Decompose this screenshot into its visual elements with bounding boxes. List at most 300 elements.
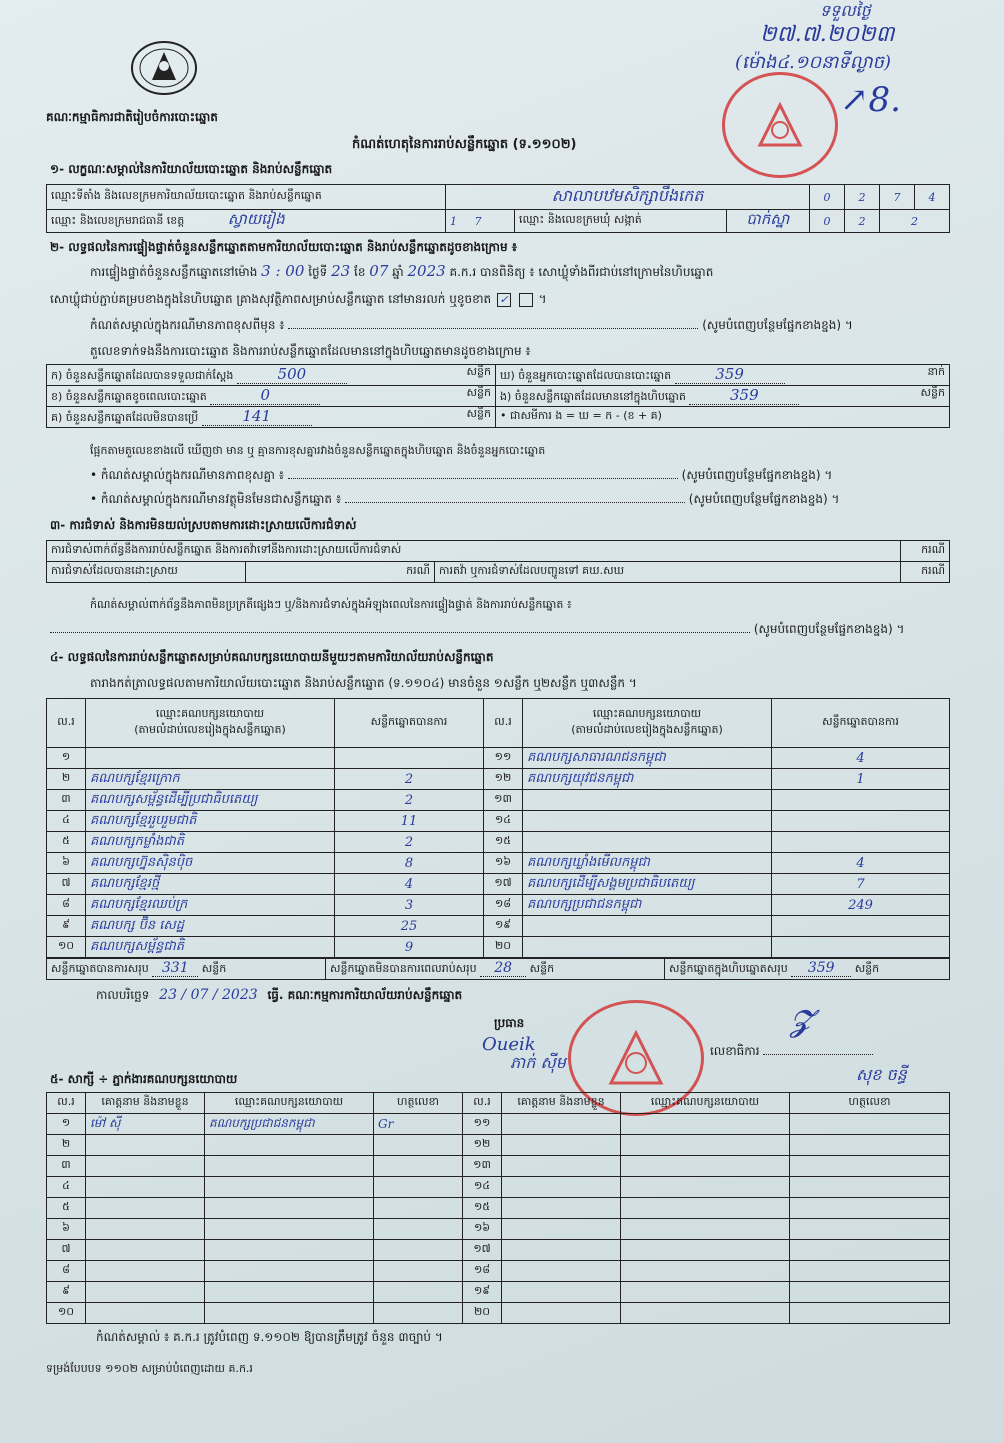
total-valid-value: 331 <box>152 960 198 977</box>
results-party-right <box>523 832 772 853</box>
witness-party-left <box>205 1240 374 1261</box>
made-by-label: ធ្វើ. គណៈកម្មការការិយាល័យរាប់សន្លឹកឆ្នោត <box>267 988 463 1002</box>
witness-no-right: ១៩ <box>463 1282 502 1303</box>
witness-sign-right[interactable] <box>790 1177 950 1198</box>
witness-no-left: ៧ <box>47 1240 86 1261</box>
results-row <box>47 811 950 832</box>
witness-col-name-right: គោត្តនាម និងនាមខ្លួន <box>502 1093 621 1114</box>
total-valid-cell <box>47 959 326 980</box>
witness-sign-left <box>374 1261 463 1282</box>
irregularities-hint-line <box>50 622 950 636</box>
location-code-4: 4 <box>915 185 950 210</box>
results-row <box>47 769 950 790</box>
results-votes-left: 3 <box>335 895 484 916</box>
irregularities-hint: (សូមបំពេញបន្ថែមផ្នែកខាងខ្នង) ។ <box>753 622 905 636</box>
witness-sign-right[interactable] <box>790 1261 950 1282</box>
witness-party-right[interactable] <box>621 1114 790 1135</box>
section3-title: ៣- ការជំទាស់ និងការមិនយល់ស្របតាមការដោះស្រាយលើការជំទាស់ <box>50 518 357 532</box>
results-party-left: គណបក្សហ្វ៊ុនស៊ិនប៉ិច <box>86 853 335 874</box>
location-value: សាលាបឋមសិក្សាបឹងកេត <box>446 185 810 210</box>
province-label <box>47 210 446 233</box>
count-a-value: 500 <box>237 365 347 384</box>
irregularities-note: កំណត់សម្គាល់ពាក់ព័ន្ធនឹងភាពមិនប្រក្រតីផ្សេងៗ ឬ/និងការជំទាស់ក្នុងអំឡុងពេលនៃការផ្ទៀងផ្ទាត់ និងការរាប់សន្លឹកឆ្នោត ៖ <box>90 598 572 611</box>
witness-party-right[interactable] <box>621 1219 790 1240</box>
witness-no-right: ១៤ <box>463 1177 502 1198</box>
total-invalid-value: 28 <box>480 960 526 977</box>
witness-col-sign-left: ហត្ថលេខា <box>374 1093 463 1114</box>
count-d-cell <box>496 365 950 386</box>
witness-sign-right[interactable] <box>790 1198 950 1219</box>
witness-sign-right[interactable] <box>790 1282 950 1303</box>
witness-name-left <box>86 1198 205 1219</box>
results-row <box>47 832 950 853</box>
results-row <box>47 895 950 916</box>
witness-no-right: ១៨ <box>463 1261 502 1282</box>
made-on-label: កាលបរិច្ឆេទ <box>96 988 150 1002</box>
count-e-label: ង) ចំនួនសន្លឹកឆ្នោតដែលមាននៅក្នុងហិបឆ្នោត <box>500 390 686 403</box>
results-row <box>47 748 950 769</box>
objections-forwarded-label: ការតវ៉ា ឬការជំទាស់ដែលបញ្ជូនទៅ គឃ.សឃ <box>435 562 901 583</box>
results-no-right: ២០ <box>484 937 523 958</box>
section4-intro: តារាងកត់ត្រាលទ្ធផលតាមការិយាល័យបោះឆ្នោត និងរាប់សន្លឹកឆ្នោត (ទ.១១០៤) មានចំនួន ១សន្លឹក ឬ២សន្លឹក ឬ៣សន្លឹក ។ <box>90 676 637 690</box>
bullet-foreign-hint: (សូមបំពេញបន្ថែមផ្នែកខាងខ្នង) ។ <box>688 492 840 506</box>
chair-signature-1: Oueik <box>482 1034 536 1055</box>
witness-row <box>47 1177 950 1198</box>
results-row <box>47 937 950 958</box>
witness-sign-left <box>374 1282 463 1303</box>
results-no-left: ៤ <box>47 811 86 832</box>
witness-row <box>47 1303 950 1324</box>
witness-sign-right[interactable] <box>790 1303 950 1324</box>
results-votes-left <box>335 748 484 769</box>
results-col-party-right <box>523 699 772 748</box>
witness-row <box>47 1156 950 1177</box>
results-party-right <box>523 811 772 832</box>
results-no-left: ៨ <box>47 895 86 916</box>
stamp-emblem-icon <box>601 1028 671 1088</box>
witness-name-left <box>86 1156 205 1177</box>
results-party-right <box>523 916 772 937</box>
results-votes-right <box>772 811 950 832</box>
total-box-label: សន្លឹកឆ្នោតក្នុងហិបឆ្នោតសរុប <box>669 962 788 975</box>
difference-note-line <box>90 318 950 332</box>
objections-row1-count: ករណី <box>900 541 949 562</box>
location-code-1: 0 <box>810 185 845 210</box>
section5-title: ៥- សាក្សី ÷ ភ្នាក់ងារគណបក្សនយោបាយ <box>50 1072 238 1086</box>
results-votes-left: 2 <box>335 790 484 811</box>
results-no-right: ១៥ <box>484 832 523 853</box>
witness-sign-right[interactable] <box>790 1135 950 1156</box>
total-box-value: 359 <box>791 960 851 977</box>
results-col-no-left: ល.រ <box>47 699 86 748</box>
witness-party-left <box>205 1282 374 1303</box>
witness-sign-left <box>374 1240 463 1261</box>
para2-text: សោឃ្លុំជាប់ភ្ជាប់គម្របខាងក្នុងនៃហិបឆ្នោត គ្រាងសុវត្ថិភាពសម្រាប់សន្លឹកឆ្នោត នៅមានរលក់ ឬខូចខាត <box>50 292 492 306</box>
results-row <box>47 916 950 937</box>
results-party-left: គណបក្ស ប៊ិន សេដ្ឋ <box>86 916 335 937</box>
witness-name-left <box>86 1261 205 1282</box>
results-votes-right <box>772 937 950 958</box>
witness-party-left <box>205 1303 374 1324</box>
section5-footnote: កំណត់សម្គាល់ ៖ គ.ក.រ ត្រូវបំពេញ ទ.១១០២ ឱ្យបានត្រឹមត្រូវ ចំនួន ៣ច្បាប់ ។ <box>96 1330 443 1344</box>
results-votes-right <box>772 790 950 811</box>
total-invalid-unit: សន្លឹក <box>529 962 555 975</box>
bullet-difference <box>90 468 950 482</box>
witness-no-left: ៥ <box>47 1198 86 1219</box>
witness-party-left <box>205 1177 374 1198</box>
count-e-value: 359 <box>689 386 799 405</box>
commune-label: ឈ្មោះ និងលេខក្រមឃុំ សង្កាត់ <box>515 210 727 233</box>
results-party-left: គណបក្សកម្លាំងជាតិ <box>86 832 335 853</box>
intact-checkbox[interactable]: ✓ <box>497 293 511 307</box>
results-votes-right: 249 <box>772 895 950 916</box>
location-label: ឈ្មោះទីតាំង និងលេខក្រមការិយាល័យបោះឆ្នោត និងរាប់សន្លឹកឆ្នោត <box>47 185 446 210</box>
results-party-right <box>523 937 772 958</box>
witness-party-right[interactable] <box>621 1177 790 1198</box>
results-no-right: ១៨ <box>484 895 523 916</box>
bullet-difference-hint: (សូមបំពេញបន្ថែមផ្នែកខាងខ្នង) ។ <box>681 468 833 482</box>
form-title: កំណត់ហេតុនៃការរាប់សន្លឹកឆ្នោត (ទ.១១០២) <box>352 137 577 152</box>
results-party-right: គណបក្សឃ្លាំងមើលកម្ពុជា <box>523 853 772 874</box>
witness-no-right: ១៧ <box>463 1240 502 1261</box>
damaged-checkbox[interactable] <box>519 293 533 307</box>
form-footer: ទម្រង់បែបបទ ១១០២ សម្រាប់បំពេញដោយ គ.ក.រ <box>46 1362 253 1375</box>
location-code-3: 7 <box>880 185 915 210</box>
witness-party-left <box>205 1198 374 1219</box>
witness-name-right[interactable] <box>502 1219 621 1240</box>
province-code-2: 7 <box>474 214 482 228</box>
results-votes-left: 4 <box>335 874 484 895</box>
witness-col-no-right: ល.រ <box>463 1093 502 1114</box>
receipt-note-2: ២៧.៧.២០២៣ <box>760 22 895 47</box>
section1-table <box>46 184 950 233</box>
witness-no-left: ១០ <box>47 1303 86 1324</box>
count-b-value: 0 <box>210 386 320 405</box>
witness-row <box>47 1135 950 1156</box>
witness-party-right[interactable] <box>621 1261 790 1282</box>
results-col-party-left-sub: (តាមលំដាប់លេខរៀងក្នុងសន្លឹកឆ្នោត) <box>134 723 286 736</box>
results-no-left: ១០ <box>47 937 86 958</box>
witness-name-right[interactable] <box>502 1240 621 1261</box>
difference-note-field[interactable] <box>288 328 698 329</box>
total-box-unit: សន្លឹក <box>854 962 880 975</box>
witness-no-left: ៨ <box>47 1261 86 1282</box>
results-votes-left: 2 <box>335 769 484 790</box>
witness-sign-left <box>374 1219 463 1240</box>
results-votes-left: 25 <box>335 916 484 937</box>
witness-sign-left <box>374 1198 463 1219</box>
witness-party-right[interactable] <box>621 1135 790 1156</box>
results-votes-right: 4 <box>772 748 950 769</box>
results-col-party-left <box>86 699 335 748</box>
para1-part-a: ការផ្ទៀងផ្ទាត់ចំនួនសន្លឹកឆ្នោតនៅម៉ោង <box>90 265 258 279</box>
witness-no-right: ១៣ <box>463 1156 502 1177</box>
results-party-right <box>523 790 772 811</box>
secretary-field[interactable] <box>763 1054 873 1055</box>
witness-name-right[interactable] <box>502 1261 621 1282</box>
results-no-right: ១៣ <box>484 790 523 811</box>
witness-name-right[interactable] <box>502 1156 621 1177</box>
count-c-value: 141 <box>202 407 312 426</box>
count-c-label: គ) ចំនួនសន្លឹកឆ្នោតដែលមិនបានប្រើ <box>51 411 199 424</box>
witness-party-right[interactable] <box>621 1240 790 1261</box>
results-row <box>47 790 950 811</box>
witness-sign-right[interactable] <box>790 1156 950 1177</box>
witness-col-party-left: ឈ្មោះគណបក្សនយោបាយ <box>205 1093 374 1114</box>
total-invalid-cell <box>326 959 665 980</box>
bullet-difference-label: • កំណត់សម្គាល់ក្នុងករណីមានភាពខុសគ្នា ៖ <box>90 468 285 482</box>
witness-name-right[interactable] <box>502 1114 621 1135</box>
formula-cell: • ជាសមីការ ង = ឃ = ក - (ខ + គ) <box>496 407 950 428</box>
witness-col-name-left: គោត្តនាម និងនាមខ្លួន <box>86 1093 205 1114</box>
results-votes-left: 8 <box>335 853 484 874</box>
results-party-right: គណបក្សយុវជនកម្ពុជា <box>523 769 772 790</box>
verify-line: ផ្អែកតាមតួលេខខាងលើ ឃើញថា មាន ឬ គ្មានការខុសគ្នារវាងចំនួនសន្លឹកឆ្នោតក្នុងហិបឆ្នោត និងចំនួនអ្នកបោះឆ្នោត <box>90 444 546 457</box>
witness-sign-right[interactable] <box>790 1240 950 1261</box>
witness-name-left <box>86 1219 205 1240</box>
witness-no-right: ១៥ <box>463 1198 502 1219</box>
witness-party-left <box>205 1261 374 1282</box>
witness-name-right[interactable] <box>502 1177 621 1198</box>
results-no-right: ១៧ <box>484 874 523 895</box>
witness-no-left: ៦ <box>47 1219 86 1240</box>
objections-table <box>46 540 950 583</box>
results-totals <box>46 958 950 980</box>
witness-sign-left <box>374 1135 463 1156</box>
witness-party-right[interactable] <box>621 1156 790 1177</box>
irregularities-field[interactable] <box>50 632 750 633</box>
results-no-left: ៣ <box>47 790 86 811</box>
witness-col-party-right: ឈ្មោះគណបក្សនយោបាយ <box>621 1093 790 1114</box>
province-code-1: 1 <box>450 214 457 228</box>
witness-row <box>47 1114 950 1135</box>
results-party-left: គណបក្សសម្ព័ន្ធជាតិ <box>86 937 335 958</box>
verification-day: 23 <box>331 262 351 280</box>
para1-part-c: ខែ <box>354 265 366 279</box>
witness-party-left <box>205 1156 374 1177</box>
results-votes-left: 2 <box>335 832 484 853</box>
witness-sign-left <box>374 1156 463 1177</box>
objections-resolved-label: ការជំទាស់ដែលបានដោះស្រាយ <box>47 562 246 583</box>
verification-year: 2023 <box>407 262 446 280</box>
receipt-note-3: (ម៉ោង៤.១០នាទីល្ងាច) <box>735 52 891 73</box>
results-row <box>47 853 950 874</box>
witness-name-right[interactable] <box>502 1303 621 1324</box>
results-col-party-right-sub: (តាមលំដាប់លេខរៀងក្នុងសន្លឹកឆ្នោត) <box>571 723 723 736</box>
results-party-right: គណបក្សដើម្បីសង្គមប្រជាធិបតេយ្យ <box>523 874 772 895</box>
witness-row <box>47 1198 950 1219</box>
objections-forwarded-count: ករណី <box>900 562 949 583</box>
results-party-left: គណបក្សសម្ព័ន្ធដើម្បីប្រជាធិបតេយ្យ <box>86 790 335 811</box>
results-party-left: គណបក្សខ្មែរថ្មី <box>86 874 335 895</box>
results-votes-right: 4 <box>772 853 950 874</box>
verification-time: 3 : 00 <box>261 262 305 280</box>
witness-row <box>47 1261 950 1282</box>
witness-name-left <box>86 1303 205 1324</box>
results-no-left: ២ <box>47 769 86 790</box>
results-no-right: ១២ <box>484 769 523 790</box>
results-no-left: ៧ <box>47 874 86 895</box>
results-col-party-right-title: ឈ្មោះគណបក្សនយោបាយ <box>592 707 702 720</box>
witness-name-left <box>86 1135 205 1156</box>
results-party-left: គណបក្សខ្មែរឈប់ក្រ <box>86 895 335 916</box>
difference-note-label: កំណត់សម្គាល់ក្នុងករណីមានភាពខុសពីមុន ៖ <box>90 318 285 332</box>
results-party-left <box>86 748 335 769</box>
witness-sign-left <box>374 1303 463 1324</box>
secretary-signature: សុខ ចន្ធី <box>856 1065 907 1084</box>
count-a-unit: សន្លឹក <box>466 365 491 378</box>
results-votes-right <box>772 832 950 853</box>
receipt-note-1: ទទួលថ្ងៃ <box>820 1 871 20</box>
results-no-left: ៩ <box>47 916 86 937</box>
para1-part-b: ថ្ងៃទី <box>308 265 328 279</box>
witness-no-right: ១១ <box>463 1114 502 1135</box>
witness-name-left <box>86 1240 205 1261</box>
witness-no-left: ៣ <box>47 1156 86 1177</box>
chair-label: ប្រធាន <box>494 1016 525 1030</box>
section2-title: ២- លទ្ធផលនៃការផ្ទៀងផ្ទាត់ចំនួនសន្លឹកឆ្នោតតាមការិយាល័យបោះឆ្នោត និងរាប់សន្លឹកឆ្នោតដូចខាងក្រោម ៖ <box>50 240 518 254</box>
results-no-right: ១៤ <box>484 811 523 832</box>
witness-name-left: ម៉ៅ ស៊ី <box>86 1114 205 1135</box>
total-invalid-label: សន្លឹកឆ្នោតមិនបានការពេលរាប់សរុប <box>330 962 477 975</box>
witness-no-right: ១៦ <box>463 1219 502 1240</box>
verification-paragraph-2: សោឃ្លុំជាប់ភ្ជាប់គម្របខាងក្នុងនៃហិបឆ្នោត គ្រាងសុវត្ថិភាពសម្រាប់សន្លឹកឆ្នោត នៅមានរលក់ ឬខូចខាត ✓ ។ <box>50 292 547 306</box>
results-votes-right <box>772 916 950 937</box>
count-d-value: 359 <box>675 365 785 384</box>
nec-logo <box>130 40 198 96</box>
witness-sign-left: Gr <box>374 1114 463 1135</box>
results-col-no-right: ល.រ <box>484 699 523 748</box>
count-a-label: ក) ចំនួនសន្លឹកឆ្នោតដែលបានទទួលជាក់ស្តែង <box>51 369 234 382</box>
bullet-foreign-label: • កំណត់សម្គាល់ក្នុងករណីមានវត្ថុមិនមែនជាសន្លឹកឆ្នោត ៖ <box>90 492 342 506</box>
signature-top: ↗8. <box>840 80 901 120</box>
made-on-date: 23 / 07 / 2023 <box>159 987 258 1003</box>
witness-name-right[interactable] <box>502 1282 621 1303</box>
secretary-line <box>710 1044 873 1058</box>
count-e-unit: សន្លឹក <box>920 386 945 399</box>
province-value: ស្វាយរៀង <box>227 210 285 228</box>
difference-note-hint: (សូមបំពេញបន្ថែមផ្នែកខាងខ្នង) ។ <box>702 318 853 332</box>
secretary-signature-mark: 𝓩 <box>790 1004 812 1039</box>
count-b-cell <box>47 386 496 407</box>
results-party-right: គណបក្សប្រជាជនកម្ពុជា <box>523 895 772 916</box>
results-party-left: គណបក្សខ្មែររួបរួមជាតិ <box>86 811 335 832</box>
section1-title: ១- លក្ខណៈសម្គាល់នៃការិយាល័យបោះឆ្នោត និងរាប់សន្លឹកឆ្នោត <box>50 162 333 176</box>
counts-table <box>46 364 950 428</box>
para1-part-e: គ.ក.រ បានពិនិត្យ ៖ សោឃ្លុំទាំងពីរជាប់នៅក្រោមនៃហិបឆ្នោត <box>449 265 714 279</box>
results-votes-right: 1 <box>772 769 950 790</box>
chair-signature-2: ភាក់ ស៊ីម <box>510 1053 566 1072</box>
objections-row1-label: ការជំទាស់ពាក់ព័ន្ធនឹងការរាប់សន្លឹកឆ្នោត និងការតវ៉ាទៅនឹងការដោះស្រាយលើការជំទាស់ <box>47 541 901 562</box>
committee-name: គណៈកម្មាធិការជាតិរៀបចំការបោះឆ្នោត <box>46 110 218 124</box>
results-no-right: ១៦ <box>484 853 523 874</box>
province-code <box>446 210 515 233</box>
witness-row <box>47 1282 950 1303</box>
witness-party-right[interactable] <box>621 1303 790 1324</box>
secretary-label: លេខាធិការ <box>710 1044 760 1058</box>
commune-value: បាក់ស្នា <box>726 210 809 233</box>
witness-no-left: ១ <box>47 1114 86 1135</box>
commune-code-3: 2 <box>880 210 950 233</box>
count-a-cell <box>47 365 496 386</box>
province-label-text: ឈ្មោះ និងលេខក្រមរាជធានី ខេត្ត <box>51 214 185 227</box>
witness-sign-right[interactable] <box>790 1219 950 1240</box>
witness-no-left: ២ <box>47 1135 86 1156</box>
para1-part-d: ឆ្នាំ <box>392 265 404 279</box>
witness-no-right: ២០ <box>463 1303 502 1324</box>
witness-no-left: ៩ <box>47 1282 86 1303</box>
results-no-right: ១៩ <box>484 916 523 937</box>
count-d-label: ឃ) ចំនួនអ្នកបោះឆ្នោតដែលបានបោះឆ្នោត <box>500 369 672 382</box>
witness-party-left <box>205 1135 374 1156</box>
location-code-2: 2 <box>845 185 880 210</box>
witness-sign-right[interactable] <box>790 1114 950 1135</box>
witness-row <box>47 1219 950 1240</box>
count-b-label: ខ) ចំនួនសន្លឹកឆ្នោតខូចពេលបោះឆ្នោត <box>51 390 207 403</box>
witness-party-right[interactable] <box>621 1282 790 1303</box>
counts-intro: តួលេខទាក់ទងនឹងការបោះឆ្នោត និងការរាប់សន្លឹកឆ្នោតដែលមាននៅក្នុងហិបឆ្នោតមានដូចខាងក្រោម ៖ <box>90 344 531 358</box>
commune-code-2: 2 <box>845 210 880 233</box>
results-party-left: គណបក្សខ្មែរក្រោក <box>86 769 335 790</box>
verification-paragraph-1 <box>90 264 713 279</box>
count-e-cell <box>496 386 950 407</box>
verification-month: 07 <box>369 262 389 280</box>
results-no-left: ១ <box>47 748 86 769</box>
witness-name-left <box>86 1282 205 1303</box>
witness-no-right: ១២ <box>463 1135 502 1156</box>
objections-resolved-count: ករណី <box>246 562 435 583</box>
results-table <box>46 698 950 958</box>
section4-title: ៤- លទ្ធផលនៃការរាប់សន្លឹកឆ្នោតសម្រាប់គណបក្សនយោបាយនីមួយៗតាមការិយាល័យរាប់សន្លឹកឆ្នោត <box>50 650 494 664</box>
count-d-unit: នាក់ <box>927 365 945 378</box>
witness-name-right[interactable] <box>502 1198 621 1219</box>
witness-col-sign-right: ហត្ថលេខា <box>790 1093 950 1114</box>
bullet-foreign-field[interactable] <box>345 502 685 503</box>
total-valid-label: សន្លឹកឆ្នោតបានការសរុប <box>51 962 149 975</box>
witness-table <box>46 1092 950 1324</box>
bullet-difference-field[interactable] <box>288 478 678 479</box>
results-row <box>47 874 950 895</box>
witness-name-right[interactable] <box>502 1135 621 1156</box>
results-col-votes-left: សន្លឹកឆ្នោតបានការ <box>335 699 484 748</box>
witness-sign-left <box>374 1177 463 1198</box>
witness-party-left <box>205 1219 374 1240</box>
results-col-party-left-title: ឈ្មោះគណបក្សនយោបាយ <box>155 707 265 720</box>
results-party-right: គណបក្សសាធារណជនកម្ពុជា <box>523 748 772 769</box>
results-votes-right: 7 <box>772 874 950 895</box>
made-on-line <box>96 988 462 1002</box>
count-b-unit: សន្លឹក <box>466 386 491 399</box>
total-valid-unit: សន្លឹក <box>201 962 227 975</box>
results-votes-left: 9 <box>335 937 484 958</box>
bullet-foreign-objects <box>90 492 950 506</box>
results-col-votes-right: សន្លឹកឆ្នោតបានការ <box>772 699 950 748</box>
witness-party-left: គណបក្សប្រជាជនកម្ពុជា <box>205 1114 374 1135</box>
witness-row <box>47 1240 950 1261</box>
commune-code-1: 0 <box>810 210 845 233</box>
results-no-right: ១១ <box>484 748 523 769</box>
stamp-emblem-icon <box>750 100 810 150</box>
witness-name-left <box>86 1177 205 1198</box>
results-no-left: ៥ <box>47 832 86 853</box>
official-stamp-top <box>722 72 838 178</box>
count-c-unit: សន្លឹក <box>466 407 491 420</box>
results-no-left: ៦ <box>47 853 86 874</box>
total-box-cell <box>665 959 950 980</box>
witness-party-right[interactable] <box>621 1198 790 1219</box>
count-c-cell <box>47 407 496 428</box>
results-votes-left: 11 <box>335 811 484 832</box>
